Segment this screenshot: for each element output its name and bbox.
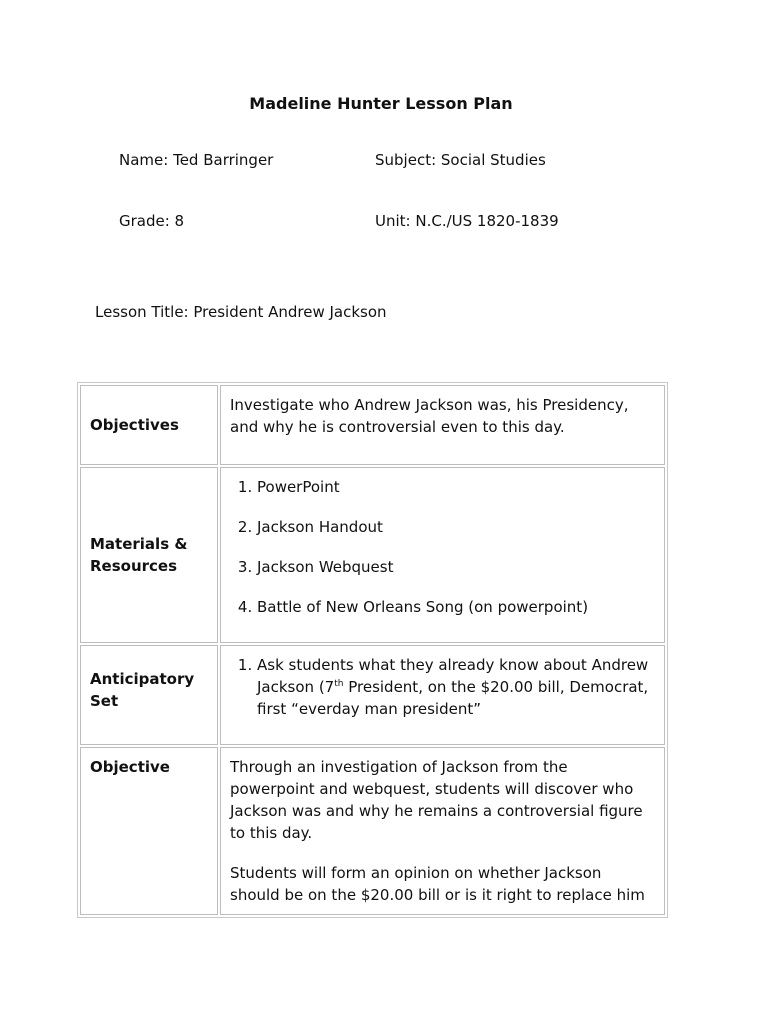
materials-label: Materials & Resources: [80, 467, 218, 643]
materials-item: 2. Jackson Handout: [257, 516, 655, 538]
materials-item: 3. Jackson Webquest: [257, 556, 655, 578]
ordinal-suffix: th: [334, 679, 344, 689]
anticipatory-set-label: Anticipatory Set: [80, 645, 218, 745]
anticipatory-set-item: [257, 654, 655, 720]
anticipatory-set-list: [230, 654, 655, 720]
objective-label: Objective: [80, 747, 218, 915]
materials-cell: [220, 467, 665, 643]
anticipatory-text-start: Ask students what they already know about Andrew Jackson (7: [257, 656, 649, 696]
materials-item: 1. PowerPoint: [257, 476, 655, 498]
materials-item: 4. Battle of New Orleans Song (on powerpoint): [257, 596, 655, 618]
materials-list: [230, 476, 655, 618]
objective-cell: [220, 747, 665, 915]
unit: Unit: N.C./US 1820-1839: [375, 212, 559, 230]
teacher-name: Name: Ted Barringer: [119, 151, 274, 169]
document-title: Madeline Hunter Lesson Plan: [249, 94, 513, 113]
objectives-body: Investigate who Andrew Jackson was, his Presidency, and why he is controversial even to this day.: [230, 396, 629, 436]
subject: Subject: Social Studies: [375, 151, 546, 169]
table-row-anticipatory-set: [80, 645, 665, 745]
lesson-plan-table: [77, 382, 668, 918]
table-row-materials: [80, 467, 665, 643]
objectives-text: [220, 385, 665, 465]
grade: Grade: 8: [119, 212, 185, 230]
anticipatory-set-cell: [220, 645, 665, 745]
lesson-title: Lesson Title: President Andrew Jackson: [95, 303, 387, 321]
table-row-objective: [80, 747, 665, 915]
anticipatory-text-end: President, on the $20.00 bill, Democrat, first “everday man president”: [257, 678, 649, 718]
objective-paragraph: Students will form an opinion on whether Jackson should be on the $20.00 bill or is it right to replace him: [230, 864, 645, 904]
objective-paragraph: Through an investigation of Jackson from the powerpoint and webquest, students will discover who Jackson was and why he remains a controversial figure to this day.: [230, 758, 643, 842]
table-row-objectives: [80, 385, 665, 465]
objectives-label: Objectives: [80, 385, 218, 465]
